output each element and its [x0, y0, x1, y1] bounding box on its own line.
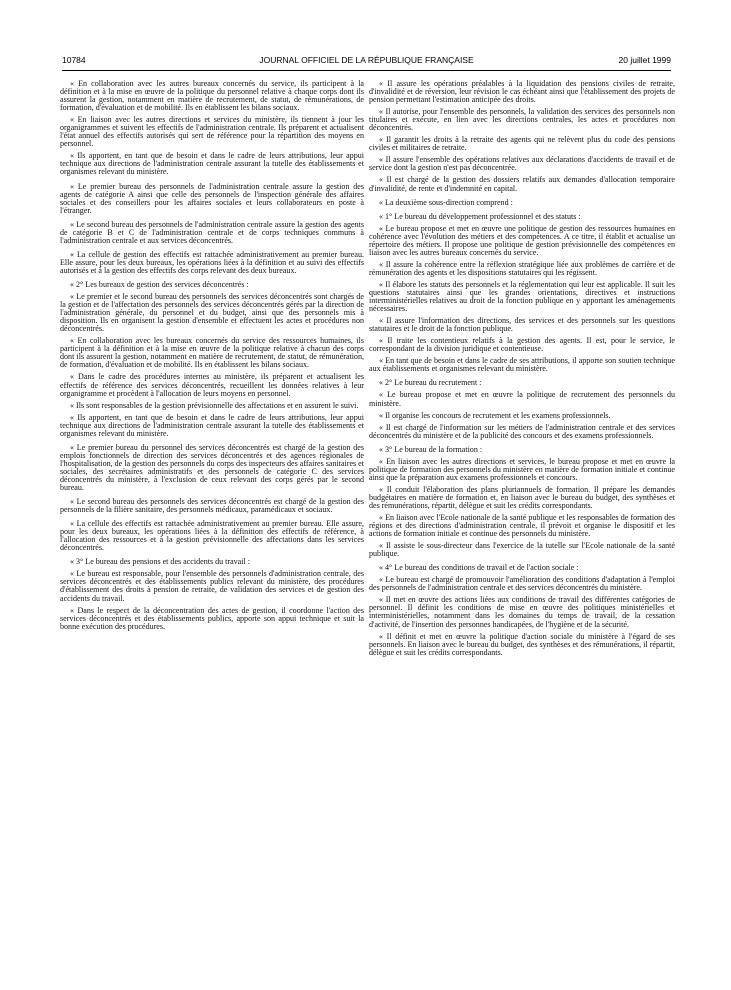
- section-heading: « La deuxième sous-direction comprend :: [379, 197, 513, 207]
- paragraph: « Le bureau est chargé de promouvoir l'amélioration des conditions d'adaptation à l'emploi des personnels de l'administration centrale et des services déconcentrés du ministère.: [369, 575, 675, 593]
- right-column: [369, 80, 675, 960]
- paragraph: « Il assure l'ensemble des opérations relatives aux déclarations d'accidents de travail et de service dont la gestion n'est pas déconcentrée.: [369, 155, 675, 173]
- paragraph: « La cellule des effectifs est rattachée administrativement au premier bureau. Elle assure, pour les deux bureaux, les opérations liées à la définition des effectifs de référence, à l'allocation des ressources et à la gestion prévisionnelle des affectations dans les services déconcentrés.: [60, 519, 364, 553]
- journal-title: JOURNAL OFFICIEL DE LA RÉPUBLIQUE FRANÇAISE: [259, 55, 474, 65]
- paragraph: « Il est chargé de l'information sur les métiers de l'administration centrale et des services déconcentrés du ministère et de la publicité des concours et des examens professionnels.: [369, 422, 675, 440]
- paragraph: « Le bureau est responsable, pour l'ensemble des personnels d'administration centrale, des services déconcentrés et des établissements publics relevant du ministère, des procédures d'établissement des droits à pension de retraite, de validation des services et de gestion des accidents du travail.: [60, 569, 364, 603]
- paragraph: « Ils apportent, en tant que de besoin et dans le cadre de leurs attributions, leur appui technique aux directions de l'administration centrale assurant la tutelle des établissements et organismes relevant du ministère.: [60, 151, 364, 177]
- paragraph: « La cellule de gestion des effectifs est rattachée administrativement au premier bureau. Elle assure, pour les deux bureaux, les opérations liées à la définition et au suivi des effectifs autorisés et à la gestion des effectifs des corps relevant des deux bureaux.: [60, 249, 364, 275]
- paragraph: « Le bureau propose et met en œuvre une politique de gestion des ressources humaines en cohérence avec l'évolution des métiers et des compétences. A ce titre, il établit et actualise un répertoire des métiers. Il propose une politique de gestion prévisionnelle des compétences en liaison avec les autres bureaux concernés du service.: [369, 223, 675, 257]
- paragraph: « Le second bureau des personnels des services déconcentrés est chargé de la gestion des personnels de la filière sanitaire, des personnels médicaux, paramédicaux et sociaux.: [60, 497, 364, 515]
- paragraph: « Il traite les contentieux relatifs à la gestion des agents. Il est, pour le service, le correspondant de la division juridique et contentieuse.: [369, 336, 675, 354]
- paragraph: « En collaboration avec les autres bureaux concernés du service, ils participent à la définition et à la mise en œuvre de la politique du personnel relative à chaque corps dont ils assurent la gestion, notamment en matière de recrutement, de statut, de rémunérations, de formation, d'évaluation et de mobilité. Ils en établissent les bilans sociaux.: [60, 80, 364, 113]
- section-heading: « 2° Les bureaux de gestion des services déconcentrés :: [70, 279, 249, 289]
- paragraph: « Il assure l'information des directions, des services et des personnels sur les questions statutaires et le droit de la fonction publique.: [369, 316, 675, 334]
- paragraph: « Il met en œuvre des actions liées aux conditions de travail des différentes catégories de personnel. Il définit les conditions de mise en œuvre des politiques ministérielles et interministérielles, notamment dans les domaines du temps de travail, de la cessation d'activité, de l'insertion des personnes handicapées, de l'hygiène et de la sécurité.: [369, 595, 675, 629]
- paragraph: « Le bureau propose et met en œuvre la politique de recrutement des personnels du ministère.: [369, 390, 675, 408]
- paragraph: « Il définit et met en œuvre la politique d'action sociale du ministère à l'égard de ses personnels. En liaison avec le bureau du budget, des synthèses et des rémunérations, il répartit, délègue et suit les crédits correspondants.: [369, 631, 675, 657]
- paragraph: « En collaboration avec les bureaux concernés du service des ressources humaines, ils participent à la définition et à la mise en œuvre de la politique relative à chacun des corps dont ils assurent la gestion, notamment en matière de recrutement, de statut, de rémunération, de formation, d'évaluation et de mobilité. Ils en établissent les bilans sociaux.: [60, 336, 364, 370]
- section-heading: « 4° Le bureau des conditions de travail et de l'action sociale :: [379, 563, 579, 573]
- issue-date: 20 juillet 1999: [618, 55, 671, 65]
- paragraph: « Ils sont responsables de la gestion prévisionnelle des affectations et en assurent le suivi.: [70, 400, 359, 410]
- paragraph: « Ils apportent, en tant que de besoin et dans le cadre de leurs attributions, leur appui technique aux directions de l'administration centrale assurant la tutelle des établissements et organismes relevant du ministère.: [60, 412, 364, 438]
- section-heading: « 2° Le bureau du recrutement :: [379, 378, 482, 388]
- paragraph: « Il garantit les droits à la retraite des agents qui ne relèvent plus du code des pensions civiles et militaires de retraite.: [369, 135, 675, 153]
- paragraph: « Dans le cadre des procédures internes au ministère, ils préparent et actualisent les effectifs de référence des services déconcentrés, recueillent les données relatives à leur organigramme et procèdent à l'allocation de leurs moyens en personnel.: [60, 372, 364, 398]
- left-column: [60, 80, 364, 960]
- paragraph: « Il assiste le sous-directeur dans l'exercice de la tutelle sur l'Ecole nationale de la santé publique.: [369, 541, 675, 559]
- paragraph: « Il autorise, pour l'ensemble des personnels, la validation des services des personnels non titulaires et exécute, en lien avec les directions centrales, les actes et procédures non déconcentrés.: [369, 107, 675, 133]
- paragraph: « En liaison avec les autres directions et services, le bureau propose et met en œuvre la politique de formation des personnels du ministère en matière de formation initiale et continue ainsi que la préparation aux examens professionnels et concours.: [369, 456, 675, 482]
- section-heading: « 1° Le bureau du développement professionnel et des statuts :: [379, 211, 581, 221]
- paragraph: « En tant que de besoin et dans le cadre de ses attributions, il apporte son soutien technique aux établissements et organismes relevant du ministère.: [369, 356, 675, 374]
- paragraph: « Le premier bureau des personnels de l'administration centrale assure la gestion des agents de catégorie A ainsi que celle des personnels de l'inspection générale des affaires sociales et des conseillers pour les affaires sociales et leurs collaborateurs en poste à l'étranger.: [60, 181, 364, 215]
- paragraph: « Il conduit l'élaboration des plans pluriannuels de formation. Il prépare les demandes budgétaires en matière de formation et, en liaison avec le bureau du budget, des synthèses et des rémunérations, répartit, délègue et suit les crédits correspondants.: [369, 484, 675, 510]
- paragraph: « Le premier et le second bureau des personnels des services déconcentrés sont chargés de la gestion et de l'affectation des personnels des services déconcentrés gérés par la direction de l'administration générale, du personnel et du budget, ainsi que des personnels mis à disposition. Ils en organisent la gestion d'ensemble et effectuent les actes et procédures non déconcentrés.: [60, 292, 364, 334]
- paragraph: « Il élabore les statuts des personnels et la réglementation qui leur est applicable. Il suit les questions statutaires ainsi que les grandes orientations, directives et instructions interministérielles relatives au droit de la fonction publique en y apportant les aménagements nécessaires.: [369, 279, 675, 314]
- paragraph: « En liaison avec l'Ecole nationale de la santé publique et les responsables de formation des régions et des directions d'administration centrale, il prévoit et organise le dispositif et les actions de formation initiale et continue des personnels du ministère.: [369, 513, 675, 539]
- paragraph: « Dans le respect de la déconcentration des actes de gestion, il coordonne l'action des services déconcentrés et des établissements publics, apporte son appui technique et suit la bonne exécution des procédures.: [60, 605, 364, 631]
- page-number: 10784: [62, 55, 86, 65]
- paragraph: « Il organise les concours de recrutement et les examens professionnels.: [379, 410, 611, 420]
- paragraph: « En liaison avec les autres directions et services du ministère, ils tiennent à jour les organigrammes et suivent les effectifs de l'administration centrale. Ils préparent et actualisent l'état annuel des effectifs autorisés qui sert de référence pour la répartition des moyens en personnel.: [60, 115, 364, 149]
- page-header: [62, 55, 671, 69]
- paragraph: « Il assure la cohérence entre la réflexion stratégique liée aux problèmes de carrière et de rémunération des agents et les dispositions statutaires qui les régissent.: [369, 259, 675, 277]
- section-heading: « 3° Le bureau de la formation :: [379, 444, 483, 454]
- paragraph: « Le premier bureau du personnel des services déconcentrés est chargé de la gestion des emplois fonctionnels de direction des services déconcentrés et des agences régionales de l'hospitalisation, de la gestion des personnels du corps des inspecteurs des affaires sanitaires et sociales, des secrétaires administratifs et des personnels de catégorie C des services déconcentrés du ministère, à l'exclusion de ceux relevant des corps gérés par le second bureau.: [60, 442, 364, 493]
- paragraph: « Le second bureau des personnels de l'administration centrale assure la gestion des agents de catégorie B et C de l'administration centrale et de corps techniques communs à l'administration centrale et aux services déconcentrés.: [60, 219, 364, 245]
- header-rule: [62, 70, 671, 71]
- paragraph: « Il est chargé de la gestion des dossiers relatifs aux demandes d'allocation temporaire d'invalidité, de rente et d'indemnité en capital.: [369, 175, 675, 193]
- paragraph: « Il assure les opérations préalables à la liquidation des pensions civiles de retraite, d'invalidité et de réversion, leur révision le cas échéant ainsi que l'établissement des projets de pension permettant l'estimation anticipée des droits.: [369, 80, 675, 105]
- section-heading: « 3° Le bureau des pensions et des accidents du travail :: [70, 557, 250, 567]
